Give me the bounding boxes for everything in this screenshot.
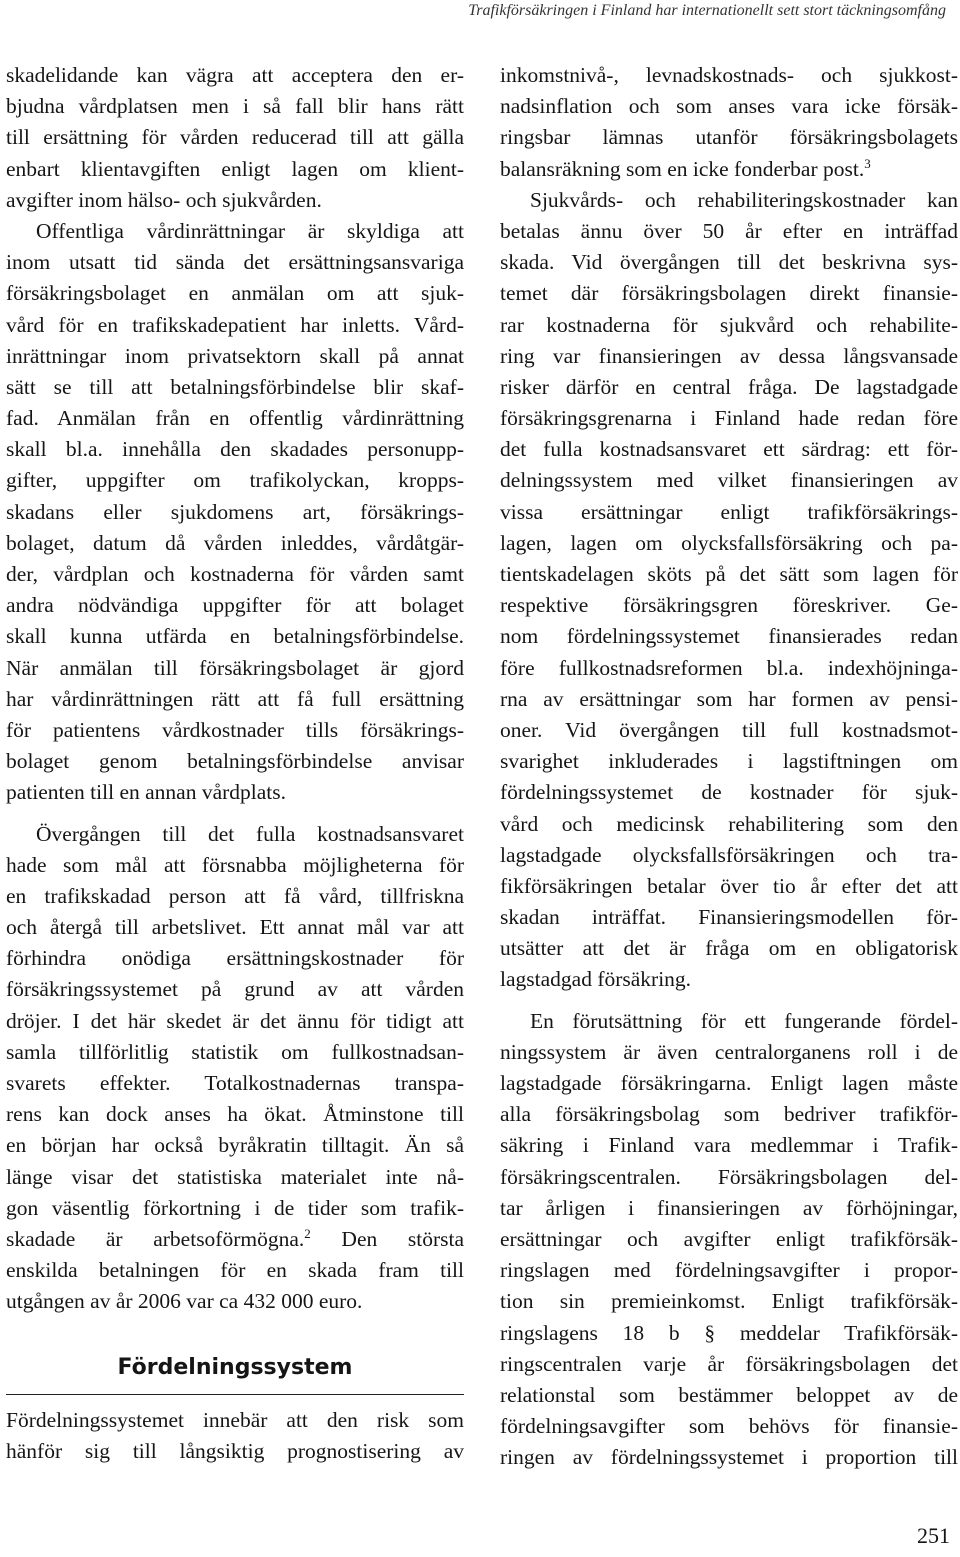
text-line: risker därför en central fråga. De lagstadgade <box>500 374 958 399</box>
text-line: försäkringsbolaget en anmälan om att sjuk- <box>6 281 464 306</box>
text-line: svarighet inkluderades i lagstiftningen om <box>500 749 958 774</box>
text-line: lagen, lagen om olycksfallsförsäkring och pa- <box>500 530 958 555</box>
text-line: skall bl.a. innehålla den skadades personupp- <box>6 437 464 462</box>
text-line: relationstal som bestämmer beloppet av de <box>500 1382 958 1407</box>
text-line: utsätter att det är fråga om en obligatorisk <box>500 936 958 961</box>
text-line: Offentliga vårdinrättningar är skyldiga att <box>36 218 464 243</box>
text-line: lagstadgad försäkring. <box>500 967 692 992</box>
text-line: förhindra onödiga ersättningskostnader för <box>6 946 464 971</box>
text-line: ringslagens 18 b § meddelar Trafikförsäk- <box>500 1320 958 1345</box>
text-line: betalas ännu över 50 år efter en inträffad <box>500 218 958 243</box>
text-line: fikförsäkringen betalar över tio år efter det att <box>500 873 958 898</box>
text-line: sätt se till att betalningsförbindelse blir skaf- <box>6 374 464 399</box>
text-line: ringsbar lämnas utanför försäkringsbolagets <box>500 125 958 150</box>
text-line: dröjer. I det här skedet är det ännu för tidigt att <box>6 1008 464 1033</box>
text-line: inom utsatt tid sända det ersättningsansvariga <box>6 250 464 275</box>
text-line: skadade är arbetsoförmögna.$^2$ Den största <box>6 1225 464 1251</box>
text-line: före fullkostnadsreformen bl.a. indexhöjninga- <box>500 655 958 680</box>
paragraph <box>500 60 958 154</box>
left-column <box>6 60 464 1467</box>
text-line: ningssystem är även centralorganens roll i de <box>500 1039 958 1064</box>
text-line: skadans eller sjukdomens art, försäkrings- <box>6 499 464 524</box>
text-line: När anmälan till försäkringsbolaget är gjord <box>6 655 464 680</box>
text-line: skadelidande kan vägra att acceptera den er- <box>6 63 464 87</box>
running-header: Trafikförsäkringen i Finland har internationellt sett stort täckningsomfång <box>468 2 946 19</box>
paragraph <box>6 1255 464 1317</box>
text-line: har vårdinrättningen rätt att få full ersättning <box>6 686 464 711</box>
text-line: fördelningssystemet de kostnader för sjuk- <box>500 780 958 805</box>
text-line: respektive försäkringsgren föreskriver. Ge- <box>500 593 958 618</box>
text-line: inrättningar inom privatsektorn skall på annat <box>6 343 464 368</box>
text-line: ring var finansieringen av dessa långsvansade <box>500 343 958 368</box>
text-line: andra nödvändiga uppgifter för att bolaget <box>6 593 464 618</box>
text-line: för patientens vårdkostnader tills försäkrings- <box>6 717 464 742</box>
footnote-ref: 2 <box>304 1225 311 1241</box>
text-line: ersättningar och avgifter enligt trafikförsäk- <box>500 1226 958 1251</box>
text-line: enbart klientavgiften enligt lagen om klient- <box>6 156 464 181</box>
text-line: bolaget genom betalningsförbindelse anvisar <box>6 749 464 774</box>
text-line: försäkringssystemet på grund av att vården <box>6 977 464 1002</box>
text-line: avgifter inom hälso- och sjukvården. <box>6 187 322 212</box>
text-line: enskilda betalningen för en skada fram till <box>6 1258 464 1283</box>
text-line: fad. Anmälan från en offentlig vårdinrättning <box>6 406 464 431</box>
text-line: en början har också byråkratin tilltagit. Än så <box>6 1133 464 1158</box>
paragraph <box>6 1405 464 1467</box>
text-line: lagstadgade olycksfallsförsäkringen och tra- <box>500 842 958 867</box>
footnote-ref: 3 <box>864 155 871 171</box>
text-line: länge visar det statistiska materialet inte nå- <box>6 1164 464 1189</box>
page-number: 251 <box>917 1523 950 1548</box>
text-line: och återgå till arbetslivet. Ett annat mål var att <box>6 915 464 940</box>
text-line: ringscentralen varje år försäkringsbolagen det <box>500 1351 958 1376</box>
text-line: vård och medicinsk rehabilitering som den <box>500 811 958 836</box>
text-line: säkring i Finland vara medlemmar i Trafik- <box>500 1133 958 1158</box>
paragraph <box>6 216 464 809</box>
text-line: hänför sig till långsiktig prognostisering av <box>6 1438 464 1463</box>
text-line: Övergången till det fulla kostnadsansvaret <box>36 821 464 846</box>
text-line: delningssystem med vilket finansieringen av <box>500 468 958 493</box>
text-line: tientskadelagen sköts på det sätt som lagen för <box>500 562 958 586</box>
text-line: rar kostnaderna för sjukvård och rehabilite- <box>500 312 958 337</box>
text-line: ringslagen med fördelningsavgifter i propor- <box>500 1258 958 1283</box>
text-line: tion sin premieinkomst. Enligt trafikförsäk- <box>500 1289 958 1314</box>
text-line: gon väsentlig förkortning i de tider som trafik- <box>6 1195 464 1220</box>
paragraph <box>500 185 958 996</box>
text-line: vård för en trafikskadepatient har inletts. Vård- <box>6 312 464 337</box>
text-line: hade som mål att försnabba möjligheterna för <box>6 852 464 877</box>
text-line: Fördelningssystemet innebär att den risk som <box>6 1407 464 1432</box>
text-line: tar årligen i finansieringen av förhöjningar, <box>500 1195 958 1220</box>
text-line: Sjukvårds- och rehabiliteringskostnader kan <box>530 187 958 212</box>
text-line: der, vårdplan och kostnaderna för vården samt <box>6 562 464 586</box>
text-line: fördelningsavgifter som behövs för finansie- <box>500 1414 958 1439</box>
text-line: rens kan dock anses ha ökat. Åtminstone till <box>6 1102 464 1127</box>
text-line: nadsinflation och som anses vara icke försäk- <box>500 94 958 119</box>
text-line: en trafikskadad person att få vård, tillfriskna <box>6 883 464 908</box>
text-line: svarets effekter. Totalkostnadernas transpa- <box>6 1071 464 1095</box>
text-line: En förutsättning för ett fungerande fördel- <box>530 1008 958 1033</box>
text-line: rna av ersättningar som har formen av pensi- <box>500 686 958 711</box>
text-line: nom fördelningssystemet finansierades redan <box>500 624 958 649</box>
text-line: temet där försäkringsbolagen direkt finansie- <box>500 281 958 306</box>
text-line: ringen av fördelningssystemet i proportion till <box>500 1445 958 1470</box>
text-line: till ersättning för vården reducerad till att gälla <box>6 125 464 150</box>
text-line: samla tillförlitlig statistik om fullkostnadsan- <box>6 1039 464 1064</box>
paragraph <box>6 60 464 216</box>
right-column <box>500 60 958 1473</box>
text-line: vissa ersättningar enligt trafikförsäkrings- <box>500 499 958 524</box>
text-line: oner. Vid övergången till full kostnadsmot- <box>500 717 958 742</box>
text-line: försäkringsgrenarna i Finland hade redan före <box>500 406 958 431</box>
section-heading: Fördelningssystem <box>117 1354 353 1380</box>
text-line: utgången av år 2006 var ca 432 000 euro. <box>6 1289 363 1314</box>
paragraph <box>6 819 464 1224</box>
text-line: skall kunna utfärda en betalningsförbindelse. <box>6 624 464 649</box>
text-line: skada. Vid övergången till det beskrivna sys- <box>500 250 958 275</box>
text-line: skadan inträffat. Finansieringsmodellen för- <box>500 905 958 930</box>
text-line: inkomstnivå-, levnadskostnads- och sjukkost- <box>500 63 958 87</box>
text-line: bolaget, datum då vården inleddes, vårdåtgär- <box>6 530 464 555</box>
text-line: lagstadgade försäkringarna. Enligt lagen måste <box>500 1071 958 1095</box>
text-line: gifter, uppgifter om trafikolyckan, kropps- <box>6 468 464 493</box>
text-line: patienten till en annan vårdplats. <box>6 780 287 805</box>
text-line: alla försäkringsbolag som bedriver trafikför- <box>500 1102 958 1127</box>
divider <box>6 1394 464 1395</box>
text-line: bjudna vårdplatsen men i så fall blir hans rätt <box>6 94 464 119</box>
paragraph <box>500 1006 958 1474</box>
text-line: det fulla kostnadsansvaret ett särdrag: ett för- <box>500 437 958 462</box>
text-line: balansräkning som en icke fonderbar post.$^3$ <box>500 155 871 181</box>
text-line: försäkringscentralen. Försäkringsbolagen del- <box>500 1164 958 1189</box>
